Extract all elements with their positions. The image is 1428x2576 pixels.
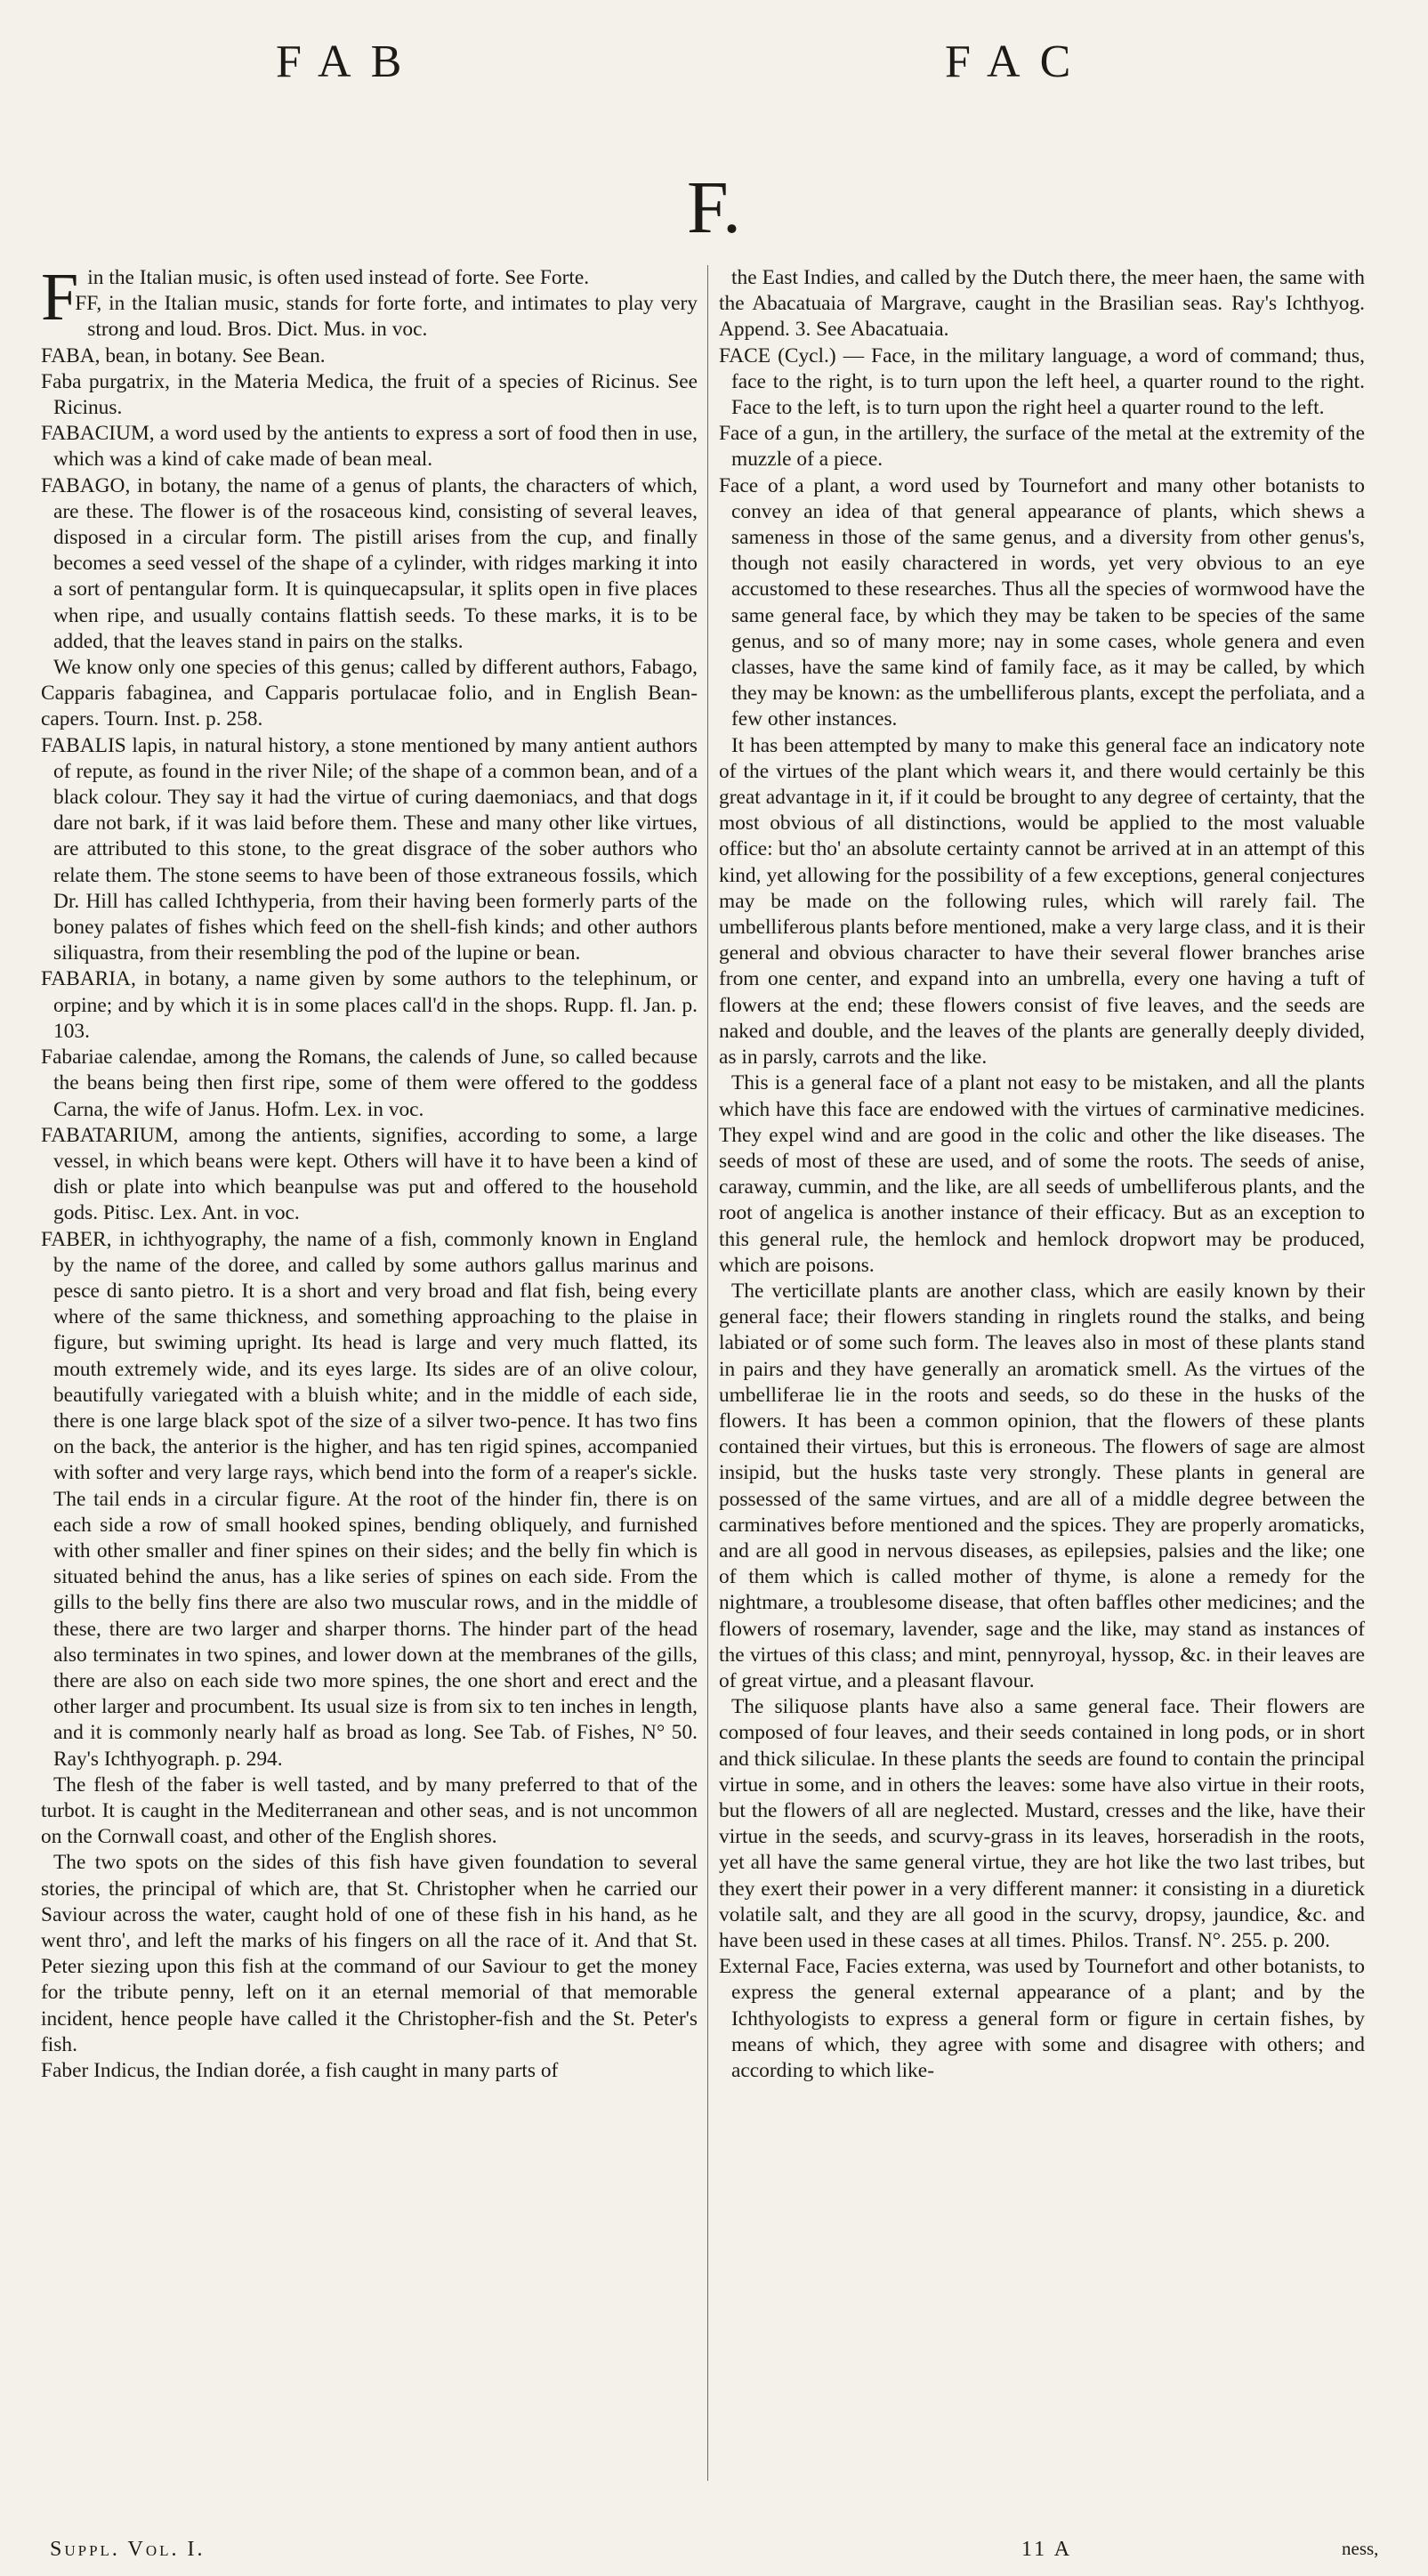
- entry-paragraph: [719, 265, 1365, 343]
- entry-paragraph: [41, 1123, 698, 1227]
- entry-paragraph: [719, 733, 1365, 1071]
- entry-text: FF, in the Italian music, stands for forte forte, and intimates to play very strong and loud. Bros. Dict. Mus. in voc.: [75, 292, 698, 342]
- column-rule: [707, 265, 708, 2481]
- right-column: [719, 265, 1365, 2084]
- entry-text: It has been attempted by many to make this general face an indicatory note of the virtues of the plant which wears it, and there would certainly be this great advantage in it, if it could be brought to any degree of certainty, that the most obvious of all distinctions, would be applied to the most valuable office: but tho' an absolute certainty cannot be arrived at in an attempt of this kind, yet allowing for the possibility of a few exceptions, general conjectures may be made on the following rules, which will rarely fail. The umbelliferous plants before mentioned, make a very large class, and it is their general and obvious character to have their several flower branches arise from one center, and expand into an umbrella, every one having a tuft of flowers at the end; these flowers consist of five leaves, and the seeds are naked and double, and the leaves of the plants are generally deeply divided, as in parsly, carrots and the like.: [719, 733, 1365, 1070]
- left-column: [41, 260, 698, 2084]
- entry-paragraph: [41, 421, 698, 472]
- entry-text: FABER, in ichthyography, the name of a fish, commonly known in England by the name of the doree, and called by some authors gallus marinus and pesce di santo pietro. It is a short and very broad and flat fish, being every where of the same thickness, and something approaching to the plaise in figure, but swiming upright. Its head is large and very much flatted, its mouth extremely wide, and its eyes large. Its sides are of an olive colour, beautifully variegated with a bluish white; and in the middle of each side, there is one large black spot of the size of a silver two-pence. It has two fins on the back, the anterior is the higher, and has ten rigid spines, accompanied with softer and very large rays, which bend into the form of a reaper's sickle. The tail ends in a circular figure. At the root of the hinder fin, there is on each side a row of small hooked spines, bending obliquely, and furnished with other smaller and finer spines on their sides; and the belly fin which is situated behind the anus, has a like series of spines on each side. From the gills to the belly fins there are also two muscular rows, and in the middle of these, there are two larger and sharper thorns. The hinder part of the head also terminates in two spines, and lower down at the membranes of the gills, there are also on each side two more spines, the one short and erect and the other larger and procumbent. Its usual size is from six to ten inches in length, and it is commonly nearly half as broad as long. See Tab. of Fishes, N° 50. Ray's Ichthyograph. p. 294.: [41, 1227, 698, 1771]
- entry-paragraph: [41, 473, 698, 655]
- entry-text: FABA, bean, in botany. See Bean.: [41, 343, 326, 367]
- entry-paragraph: [719, 473, 1365, 733]
- entry-text: Faber Indicus, the Indian dorée, a fish caught in many parts of: [41, 2059, 559, 2083]
- entry-paragraph: [41, 1773, 698, 1851]
- entry-paragraph: [41, 655, 698, 733]
- entry-paragraph: [41, 1045, 698, 1123]
- entry-paragraph: [41, 733, 698, 967]
- entry-paragraph: [41, 2058, 698, 2084]
- running-head-right: FAC: [945, 36, 1091, 87]
- entry-paragraph: [41, 1227, 698, 1773]
- entry-text: The verticillate plants are another class, which are easily known by their general face; their flowers standing in ringlets round the stalks, and being labiated or of some such form. The leaves also in most of these plants stand in pairs and they have generally an aromatick smell. As the virtues of the umbelliferae lie in the roots and seeds, so do these in the husks of the flowers. It has been a common opinion, that the flowers of these plants contained their virtues, but this is erroneous. The flowers of sage are almost insipid, but the husks taste very strongly. These plants in general are possessed of the same virtues, and are all of a middle degree between the carminatives before mentioned and the spices. They are properly aromaticks, and are all good in nervous diseases, as epilepsies, palsies and the like; one of them which is called mother of thyme, is alone a remedy for the nightmare, a troublesome disease, that often baffles other medicines; and the flowers of rosemary, lavender, sage and the like, may stand as instances of the virtues of this class; and mint, pennyroyal, hyssop, &c. in their leaves are of great virtue, and a pleasant flavour.: [719, 1279, 1365, 1692]
- entry-paragraph: [719, 1279, 1365, 1694]
- entry-paragraph: [41, 369, 698, 421]
- entry-text: FABALIS lapis, in natural history, a stone mentioned by many antient authors of repute, as found in the river Nile; of the shape of a common bean, and of a black colour. They say it had the virtue of curing daemoniacs, and that dogs dare not bark, if it was laid before them. These and many other like virtues, are attributed to this stone, to the great disgrace of the sober authors who relate them. The stone seems to have been of those extraneous fossils, which Dr. Hill has called Ichthyperia, from their having been formerly parts of the boney palates of fishes which feed on the shell-fish kinds; and other authors siliquastra, from their resembling the pod of the lupine or bean.: [41, 733, 698, 965]
- entry-text: We know only one species of this genus; called by different authors, Fabago, Capparis fabaginea, and Capparis portulacae folio, and in English Bean-capers. Tourn. Inst. p. 258.: [41, 656, 698, 731]
- entry-text: The siliquose plants have also a same general face. Their flowers are composed of four leaves, and their seeds contained in long pods, or in short and thick siliculae. In these plants the seeds are found to contain the principal virtue in some, and in others the leaves: some have also virtue in their roots, but the flowers of all are neglected. Mustard, cresses and the like, have their virtue in the seeds, and scurvy-grass in its leaves, horseradish in the roots, yet all have the same general virtue, they are hot like the two last tribes, but they exert their power in a very different manner: it consisting in a diuretick volatile salt, and they are all good in the scurvy, dropsy, jaundice, &c. and have been used in these cases at all times. Philos. Transf. N°. 255. p. 200.: [719, 1695, 1365, 1952]
- entry-text: This is a general face of a plant not easy to be mistaken, and all the plants which have this face are endowed with the virtues of carminative medicines. They expel wind and are good in the colic and other the like diseases. The seeds of most of these are used, and of some the roots. The seeds of anise, caraway, cummin, and the like, are all seeds of umbelliferous plants, and the root of angelica is another instance of their efficacy. But as an exception to this general rule, the hemlock and hemlock dropwort may be produced, which are poisons.: [719, 1071, 1365, 1277]
- signature-mark: 11 A: [1021, 2538, 1073, 2561]
- entry-paragraph: [719, 421, 1365, 472]
- entry-text: Faba purgatrix, in the Materia Medica, the fruit of a species of Ricinus. See Ricinus.: [41, 369, 698, 420]
- entry-text: FABATARIUM, among the antients, signifies, according to some, a large vessel, in which beans were kept. Others will have it to have been a kind of dish or plate into which beanpulse was put and offered to the household gods. Pitisc. Lex. Ant. in voc.: [41, 1123, 698, 1225]
- entry-paragraph: [41, 291, 698, 343]
- catchword: ness,: [1342, 2538, 1379, 2559]
- entry-paragraph: [719, 1694, 1365, 1954]
- entry-text: External Face, Facies externa, was used by Tournefort and other botanists, to express the general external appearance of a plant; and by the Ichthyologists to express a general form or figure in certain fishes, by means of which, they agree with some and disagree with others; and according to which like-: [719, 1955, 1365, 2083]
- entry-text: Fabariae calendae, among the Romans, the calends of June, so called because the beans being then first ripe, some of them were offered to the goddess Carna, the wife of Janus. Hofm. Lex. in voc.: [41, 1046, 698, 1121]
- entry-text: Face of a plant, a word used by Tournefort and many other botanists to convey an idea of that general appearance of plants, which shews a sameness in those of the same genus, and a diversity from other genus's, though not easily charactered in words, yet very obvious to an eye accustomed to these researches. Thus all the species of wormwood have the same general face, by which they may be taken to be species of the same genus, and so of many more; nay in some cases, whole genera and even classes, have the same kind of family face, as it may be called, by which they may be known: as the umbelliferous plants, except the perfoliata, and a few other instances.: [719, 473, 1365, 731]
- entry-text: The flesh of the faber is well tasted, and by many preferred to that of the turbot. It is caught in the Mediterranean and other seas, and is not uncommon on the Cornwall coast, and other of the English shores.: [41, 1773, 698, 1849]
- entry-text: the East Indies, and called by the Dutch there, the meer haen, the same with the Abacatuaia of Margrave, caught in the Brasilian seas. Ray's Ichthyog. Append. 3. See Abacatuaia.: [719, 266, 1365, 342]
- running-head-left: FAB: [276, 36, 422, 87]
- entry-paragraph: [719, 1954, 1365, 2084]
- entry-paragraph: [41, 1850, 698, 2058]
- entry-paragraph: [719, 343, 1365, 422]
- entry-text: Face of a gun, in the artillery, the surface of the metal at the extremity of the muzzle of a piece.: [719, 422, 1365, 472]
- entry-text: FABARIA, in botany, a name given by some authors to the telephinum, or orpine; and by which it is in some places call'd in the shops. Rupp. fl. Jan. p. 103.: [41, 967, 698, 1043]
- volume-line: Suppl. Vol. I.: [50, 2538, 206, 2561]
- section-letter: F.: [687, 166, 741, 249]
- entry-text: The two spots on the sides of this fish have given foundation to several stories, the principal of which are, that St. Christopher when he carried our Saviour across the water, caught hold of one of these fish in his hand, as he went thro', and left the marks of his fingers on all the race of it. And that St. Peter siezing upon this fish at the command of our Saviour to get the money for the tribute penny, left on it an eternal memorial of that memorable incident, hence people have called it the Christopher-fish and the St. Peter's fish.: [41, 1851, 698, 2056]
- entry-paragraph: [719, 1070, 1365, 1279]
- entry-paragraph: [41, 343, 698, 369]
- entry-text: FACE (Cycl.) — Face, in the military language, a word of command; thus, face to the right, is to turn upon the left heel, a quarter round to the right. Face to the left, is to turn upon the right heel a quarter round to the left.: [719, 343, 1365, 420]
- entry-text: FABACIUM, a word used by the antients to express a sort of food then in use, which was a kind of cake made of bean meal.: [41, 422, 698, 472]
- entry-text: FABAGO, in botany, the name of a genus of plants, the characters of which, are these. The flower is of the rosaceous kind, consisting of several leaves, disposed in a circular form. The pistill arises from the cup, and finally becomes a seed vessel of the shape of a cylinder, with ridges marking it into a sort of pentangular form. It is quinquecapsular, it splits open in five places when ripe, and usually contains flattish seeds. To these marks, it is to be added, that the leaves stand in pairs on the stalks.: [41, 473, 698, 653]
- drop-cap: F: [41, 260, 79, 335]
- entry-paragraph: [41, 966, 698, 1045]
- entry-text: in the Italian music, is often used instead of forte. See Forte.: [87, 266, 590, 289]
